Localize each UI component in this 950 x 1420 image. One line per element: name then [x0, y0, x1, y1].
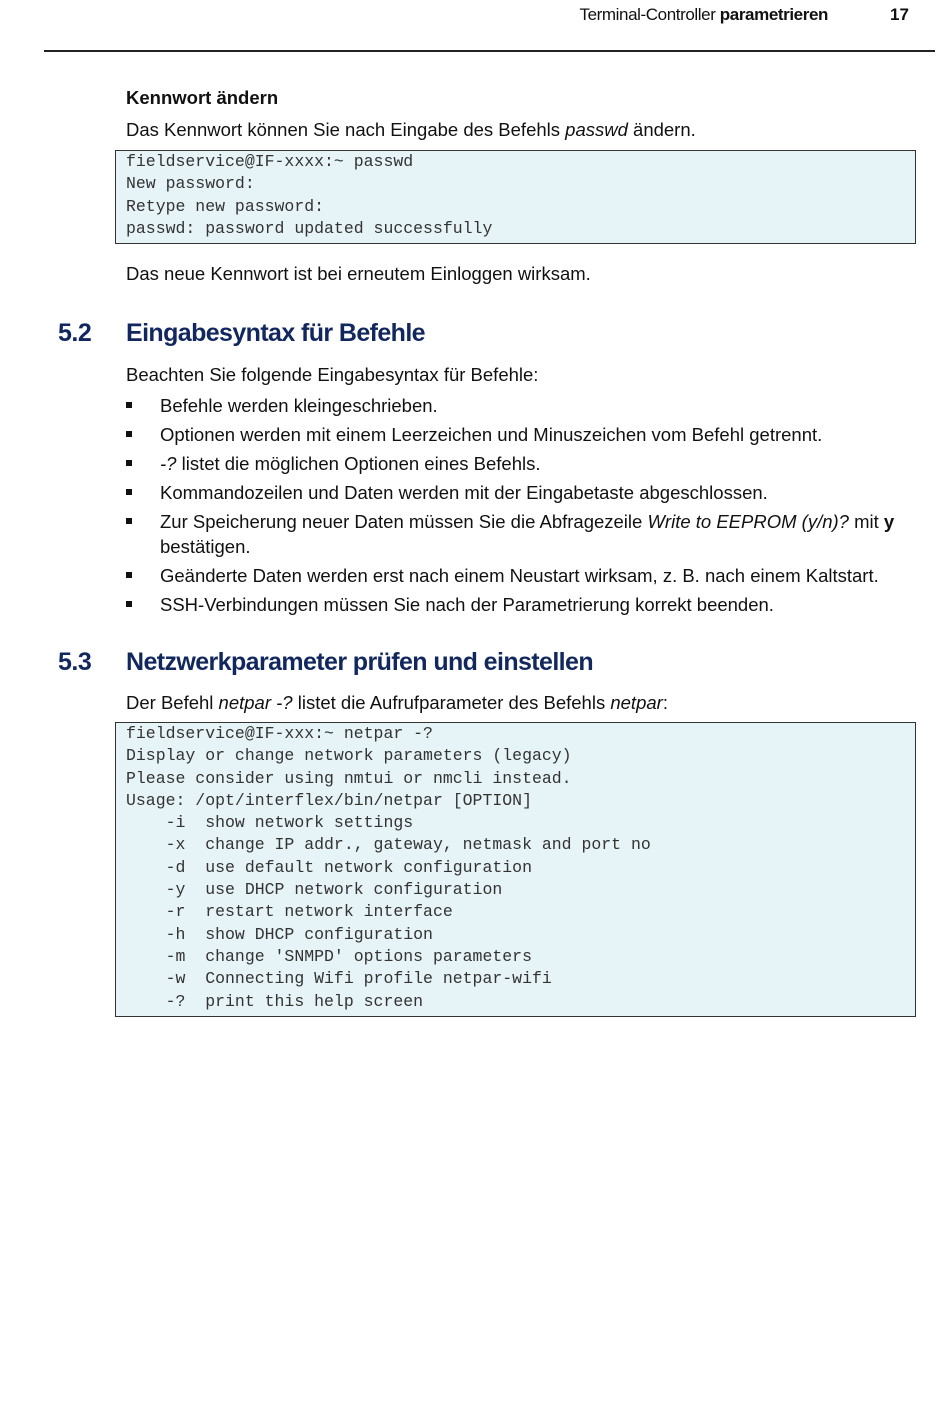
header-divider — [44, 50, 935, 52]
syntax-rules-list — [126, 393, 916, 621]
password-note: Das neue Kennwort ist bei erneutem Einloggen wirksam. — [126, 263, 591, 284]
list-item — [126, 592, 916, 617]
bullet-icon — [126, 572, 132, 578]
code-line: -h show DHCP configuration — [126, 924, 433, 944]
section-5-2-title: Eingabesyntax für Befehle — [126, 319, 425, 347]
page-number: 17 — [890, 5, 909, 24]
running-header-title — [579, 5, 828, 25]
code-line: Display or change network parameters (legacy) — [126, 746, 572, 766]
code-line: fieldservice@IF-xxx:~ netpar -? — [126, 724, 433, 743]
running-header-bold: parametrieren — [719, 5, 828, 24]
bullet-text: Optionen werden mit einem Leerzeichen und Minuszeichen vom Befehl getrennt. — [160, 424, 823, 445]
code-line: -r restart network interface — [126, 902, 453, 922]
code-line: New password: — [126, 174, 255, 194]
netpar-intro-middle: listet die Aufrufparameter des Befehls — [292, 692, 611, 713]
netpar-intro-before: Der Befehl — [126, 692, 219, 713]
list-item — [126, 509, 916, 559]
code-line: fieldservice@IF-xxxx:~ passwd — [126, 152, 414, 171]
list-item — [126, 480, 916, 505]
bullet-text: Geänderte Daten werden erst nach einem Neustart wirksam, z. B. nach einem Kaltstart. — [160, 565, 879, 586]
bullet-icon — [126, 489, 132, 495]
code-line: -? print this help screen — [126, 991, 424, 1011]
code-line: -x change IP addr., gateway, netmask and port no — [126, 835, 651, 855]
bullet-icon — [126, 518, 132, 524]
password-intro-before: Das Kennwort können Sie nach Eingabe des Befehls — [126, 119, 566, 140]
section-5-2-number: 5.2 — [58, 319, 92, 347]
bullet-option: -? — [160, 453, 177, 474]
list-item — [126, 451, 916, 476]
code-line: passwd: password updated successfully — [126, 218, 493, 238]
bullet-text: SSH-Verbindungen müssen Sie nach der Parametrierung korrekt beenden. — [160, 594, 774, 615]
list-item — [126, 563, 916, 588]
code-line: Retype new password: — [126, 196, 325, 216]
netpar-intro-after: : — [662, 692, 668, 713]
code-line: -i show network settings — [126, 813, 414, 833]
section-5-3-number: 5.3 — [58, 648, 92, 676]
section-5-3-title: Netzwerkparameter prüfen und einstellen — [126, 648, 594, 676]
bullet-icon — [126, 460, 132, 466]
bullet-prompt: Write to EEPROM (y/n)? — [647, 511, 849, 532]
bullet-text: listet die möglichen Optionen eines Befehls. — [176, 453, 541, 474]
password-heading: Kennwort ändern — [126, 87, 279, 108]
code-line: -y use DHCP network configuration — [126, 880, 503, 900]
bullet-key: y — [883, 511, 895, 532]
running-header-regular: Terminal-Controller — [579, 5, 720, 24]
page-header — [0, 0, 950, 30]
password-intro-command: passwd — [565, 119, 628, 140]
netpar-code-block — [115, 722, 916, 1017]
section-5-3-intro — [126, 690, 668, 716]
bullet-text: Zur Speicherung neuer Daten müssen Sie die Abfragezeile — [160, 511, 648, 532]
passwd-code-block — [115, 150, 916, 244]
bullet-text: bestätigen. — [160, 536, 251, 557]
bullet-text: Befehle werden kleingeschrieben. — [160, 395, 438, 416]
bullet-text: mit — [848, 511, 884, 532]
bullet-icon — [126, 601, 132, 607]
code-line: -d use default network configuration — [126, 857, 532, 877]
password-intro-after: ändern. — [627, 119, 696, 140]
bullet-icon — [126, 402, 132, 408]
bullet-icon — [126, 431, 132, 437]
code-line: -w Connecting Wifi profile netpar-wifi — [126, 969, 552, 989]
section-5-2-intro: Beachten Sie folgende Eingabesyntax für Befehle: — [126, 364, 539, 385]
list-item — [126, 393, 916, 418]
list-item — [126, 422, 916, 447]
code-line: -m change 'SNMPD' options parameters — [126, 946, 532, 966]
code-line: Usage: /opt/interflex/bin/netpar [OPTION] — [126, 790, 532, 810]
code-line: Please consider using nmtui or nmcli instead. — [126, 768, 572, 788]
netpar-intro-command: netpar -? — [218, 692, 293, 713]
netpar-intro-target: netpar — [610, 692, 663, 713]
bullet-text: Kommandozeilen und Daten werden mit der Eingabetaste abgeschlossen. — [160, 482, 768, 503]
password-intro — [126, 117, 696, 143]
